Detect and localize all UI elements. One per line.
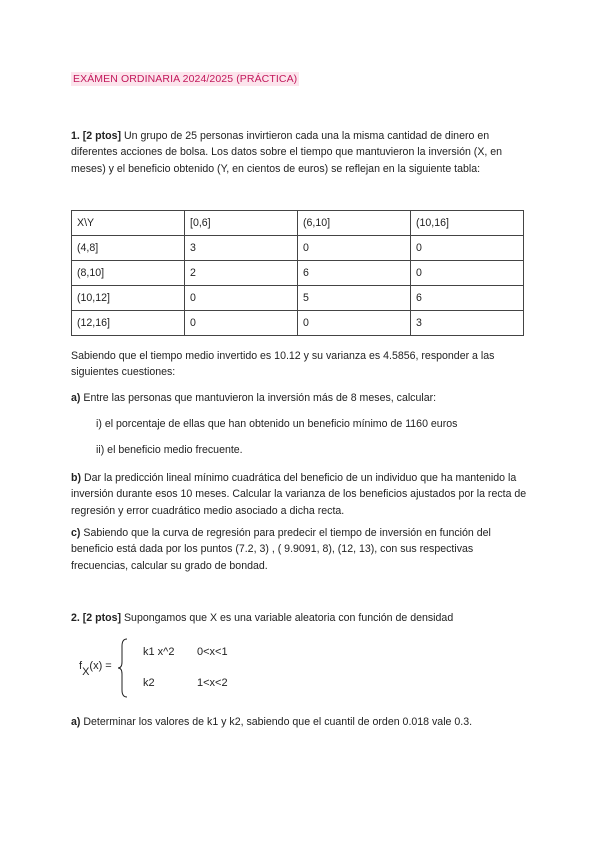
table-row [72, 236, 524, 261]
table-cell: 0 [411, 236, 524, 261]
q1-a-label: a) [71, 392, 81, 404]
q2-a-label: a) [71, 716, 81, 728]
q2-label: 2. [2 ptos] [71, 612, 122, 624]
case2-cond: 1<x<2 [197, 677, 228, 689]
case1-cond: 0<x<1 [197, 646, 228, 658]
table-cell: 6 [298, 261, 411, 286]
fx-arg: (x) = [89, 660, 112, 672]
fx-f: f [79, 660, 83, 672]
q1-a-i: i) el porcentaje de ellas que han obtenido un beneficio mínimo de 1160 euros [96, 418, 458, 430]
table-cell: 0 [185, 286, 298, 311]
q1-a-text: Entre las personas que mantuvieron la inversión más de 8 meses, calcular: [83, 392, 437, 404]
density-function-label [79, 660, 112, 678]
table-row [72, 311, 524, 336]
case2-expr: k2 [143, 677, 155, 689]
table-header-cell: X\Y [72, 211, 185, 236]
q2-part-a [71, 714, 533, 730]
q1-b-text: Dar la predicción lineal mínimo cuadrática del beneficio de un individuo que ha mantenido la inversión durante esos 10 meses. Calcular la varianza de los beneficios ajustados por la recta de regresión y error cuadrático medio asociado a dicha recta. [71, 472, 527, 517]
q1-c-text: Sabiendo que la curva de regresión para predecir el tiempo de inversión en función del beneficio está dada por los puntos (7.2, 3) , ( 9.9091, 8), (12, 13), con sus respectivas frecuencias, calcular su grado de bondad. [71, 527, 491, 572]
table-cell: 3 [411, 311, 524, 336]
q1-b-label: b) [71, 472, 81, 484]
table-cell: 2 [185, 261, 298, 286]
q1-intro [71, 128, 533, 177]
q1-a-ii: ii) el beneficio medio frecuente. [96, 444, 243, 456]
table-cell: 5 [298, 286, 411, 311]
table-cell: (8,10] [72, 261, 185, 286]
case1-expr: k1 x^2 [143, 646, 175, 658]
q1-label: 1. [2 ptos] [71, 130, 122, 142]
table-header-row [72, 211, 524, 236]
q1-part-a [71, 390, 533, 406]
q1-after-table: Sabiendo que el tiempo medio invertido es 10.12 y su varianza es 4.5856, responder a las siguientes cuestiones: [71, 350, 495, 379]
left-brace [118, 638, 128, 698]
q1-part-b [71, 470, 533, 519]
table-header-cell: (6,10] [298, 211, 411, 236]
table-cell: (4,8] [72, 236, 185, 261]
q2-a-text: Determinar los valores de k1 y k2, sabiendo que el cuantil de orden 0.018 vale 0.3. [83, 716, 473, 728]
table-cell: 3 [185, 236, 298, 261]
fx-subscript: X [82, 666, 90, 678]
q1-part-c [71, 525, 533, 574]
table-cell: 0 [298, 236, 411, 261]
q2-intro [71, 610, 533, 626]
q1-c-label: c) [71, 527, 81, 539]
table-cell: 0 [185, 311, 298, 336]
table-header-cell: [0,6] [185, 211, 298, 236]
table-header-cell: (10,16] [411, 211, 524, 236]
frequency-table [71, 210, 524, 336]
q2-intro-text: Supongamos que X es una variable aleatoria con función de densidad [123, 612, 454, 624]
table-cell: 0 [298, 311, 411, 336]
table-cell: 0 [411, 261, 524, 286]
q1-intro-text: Un grupo de 25 personas invirtieron cada una la misma cantidad de dinero en diferentes acciones de bolsa. Los datos sobre el tiempo que mantuvieron la inversión (X, en meses) y el beneficio obtenido (Y, en cientos de euros) se reflejan en la siguiente tabla: [71, 130, 503, 175]
table-row [72, 286, 524, 311]
table-cell: 6 [411, 286, 524, 311]
table-cell: (10,12] [72, 286, 185, 311]
exam-title: EXÁMEN ORDINARIA 2024/2025 (PRÁCTICA) [73, 73, 298, 85]
table-row [72, 261, 524, 286]
table-cell: (12,16] [72, 311, 185, 336]
